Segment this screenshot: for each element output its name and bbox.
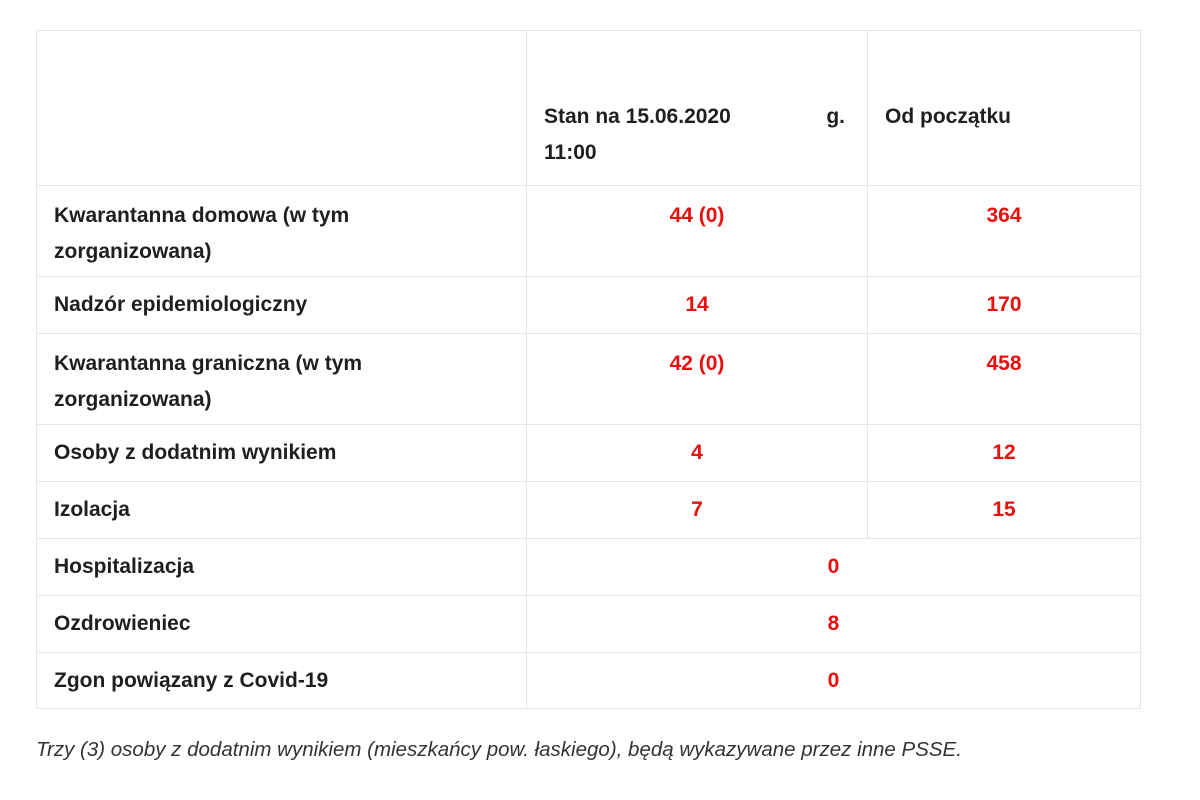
table-row — [37, 277, 1141, 334]
row-label: Zgon powiązany z Covid-19 — [37, 653, 527, 709]
table-header-row — [37, 31, 1141, 186]
header-current-g: g. — [826, 105, 845, 128]
row-value-total: 15 — [868, 482, 1141, 539]
row-value-total: 364 — [868, 186, 1141, 277]
footnote-text: Trzy (3) osoby z dodatnim wynikiem (mieszkańcy pow. łaskiego), będą wykazywane przez inne PSSE. — [36, 738, 962, 761]
row-label: Nadzór epidemiologiczny — [37, 277, 527, 334]
row-value-current: 4 — [527, 425, 868, 482]
row-value-current: 44 (0) — [527, 186, 868, 277]
row-value-current: 14 — [527, 277, 868, 334]
table-row — [37, 653, 1141, 709]
row-label: Izolacja — [37, 482, 527, 539]
row-value-merged: 0 — [527, 653, 1141, 709]
row-label: Ozdrowieniec — [37, 596, 527, 653]
table-row — [37, 482, 1141, 539]
table-row — [37, 334, 1141, 425]
row-value-merged: 8 — [527, 596, 1141, 653]
header-current-date: Stan na 15.06.2020 — [544, 105, 731, 128]
row-label — [37, 186, 527, 277]
row-value-merged: 0 — [527, 539, 1141, 596]
row-value-total: 458 — [868, 334, 1141, 425]
row-value-current: 7 — [527, 482, 868, 539]
header-empty-cell — [37, 31, 527, 186]
header-since-start: Od początku — [868, 31, 1141, 186]
row-label-line: zorganizowana) — [54, 388, 212, 411]
header-current-status — [527, 31, 868, 186]
row-value-total: 170 — [868, 277, 1141, 334]
covid-stats-table — [36, 30, 1141, 709]
table-row — [37, 539, 1141, 596]
row-label-line: Kwarantanna domowa (w tym — [54, 204, 350, 227]
header-current-time: 11:00 — [544, 141, 597, 164]
row-value-total: 12 — [868, 425, 1141, 482]
row-label — [37, 334, 527, 425]
row-label-line: zorganizowana) — [54, 240, 212, 263]
row-label-line: Kwarantanna graniczna (w tym — [54, 352, 363, 375]
table-row — [37, 425, 1141, 482]
row-value-current: 42 (0) — [527, 334, 868, 425]
row-label: Hospitalizacja — [37, 539, 527, 596]
table-row — [37, 596, 1141, 653]
table-row — [37, 186, 1141, 277]
row-label: Osoby z dodatnim wynikiem — [37, 425, 527, 482]
